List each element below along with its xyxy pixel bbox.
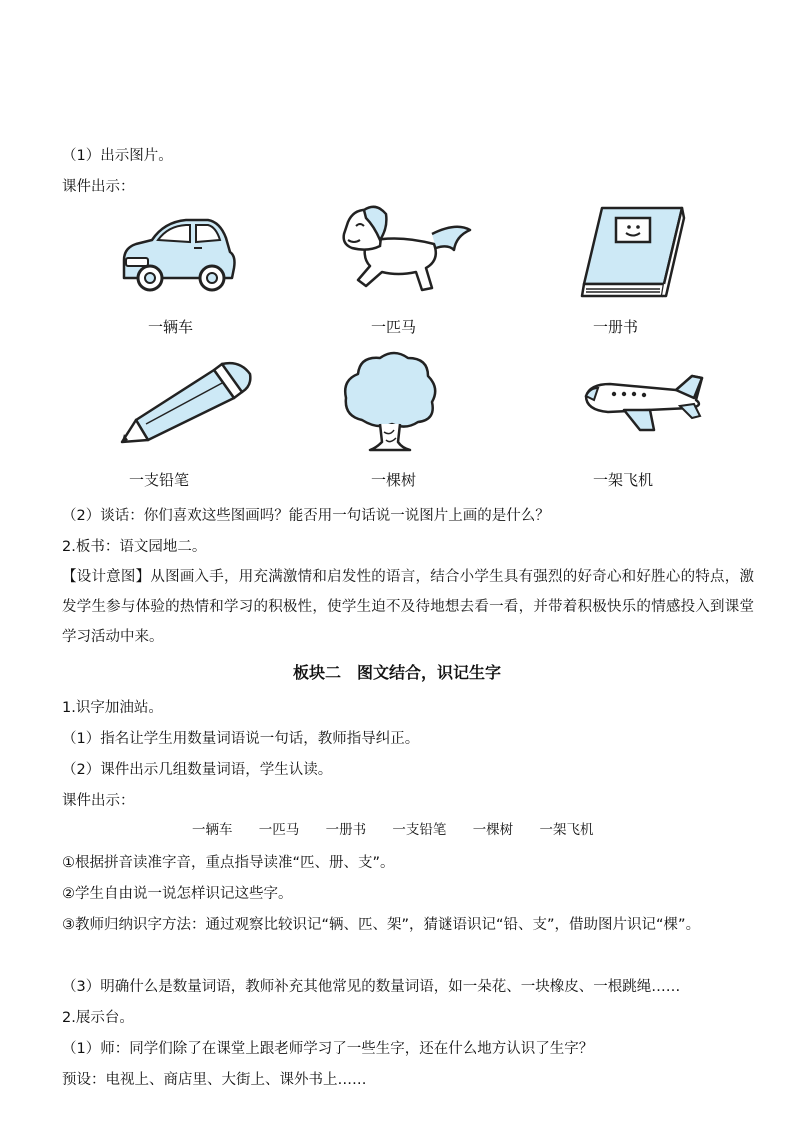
pencil-icon <box>118 360 254 446</box>
caption-horse: 一匹马 <box>371 318 417 336</box>
step-define-quantity-words: （3）明确什么是数量词语，教师补充其他常见的数量词语，如一朵花、一块橡皮、一根跳绳…… <box>62 979 681 995</box>
vocab-item: 一架飞机 <box>539 822 594 838</box>
car-icon <box>116 208 240 296</box>
airplane-picture <box>580 372 712 440</box>
caption-plane: 一架飞机 <box>593 471 654 489</box>
caption-book: 一册书 <box>593 318 639 336</box>
car-picture <box>116 208 240 300</box>
design-intent: 【设计意图】从图画入手，用充满激情和启发性的语言，结合小学生具有强烈的好奇心和好胜心的特点，激发学生参与体验的热情和学习的积极性，使学生迫不及待地想去看一看，并带着积极快乐的情感投入到课堂学习活动中来。 <box>62 569 754 645</box>
section-heading: 板块二 图文结合，识记生字 <box>292 663 501 682</box>
horse-picture <box>336 204 476 304</box>
courseware-label-2: 课件出示： <box>62 793 135 809</box>
vocab-item: 一支铅笔 <box>392 822 447 838</box>
step-show-pictures: （1）出示图片。 <box>62 148 173 164</box>
horse-icon <box>336 204 476 300</box>
step-summarize-methods: ③教师归纳识字方法：通过观察比较识记“辆、匹、架”，猜谜语识记“铅、支”，借助图片识记“棵”。 <box>62 917 701 933</box>
caption-car: 一辆车 <box>148 318 194 336</box>
caption-tree: 一棵树 <box>371 471 417 489</box>
vocab-row <box>192 821 615 839</box>
step-showcase: 2.展示台。 <box>62 1010 134 1026</box>
step-read-pinyin: ①根据拼音读准字音，重点指导读准“匹、册、支”。 <box>62 855 395 871</box>
step-quantity-sentence: （1）指名让学生用数量词语说一句话，教师指导纠正。 <box>62 731 420 747</box>
caption-pencil: 一支铅笔 <box>129 471 190 489</box>
step-teacher-question: （1）师：同学们除了在课堂上跟老师学习了一些生字，还在什么地方认识了生字？ <box>62 1041 594 1057</box>
courseware-label: 课件出示： <box>62 179 135 195</box>
step-expected-answers: 预设：电视上、商店里、大街上、课外书上…… <box>62 1072 367 1088</box>
airplane-icon <box>580 372 712 436</box>
vocab-item: 一匹马 <box>258 822 300 838</box>
book-picture <box>578 204 688 304</box>
vocab-item: 一辆车 <box>192 822 233 838</box>
pencil-picture <box>118 360 254 450</box>
step-board: 2.板书：语文园地二。 <box>62 539 207 555</box>
step-literacy-station: 1.识字加油站。 <box>62 700 163 716</box>
book-icon <box>578 204 688 300</box>
vocab-item: 一册书 <box>325 822 367 838</box>
step-show-quantity-words: （2）课件出示几组数量词语，学生认读。 <box>62 762 333 778</box>
vocab-item: 一棵树 <box>472 822 514 838</box>
tree-picture <box>340 350 440 458</box>
step-talk: （2）谈话：你们喜欢这些图画吗？能否用一句话说一说图片上画的是什么？ <box>62 508 550 524</box>
tree-icon <box>340 350 440 454</box>
step-free-discussion: ②学生自由说一说怎样识记这些字。 <box>62 886 293 902</box>
